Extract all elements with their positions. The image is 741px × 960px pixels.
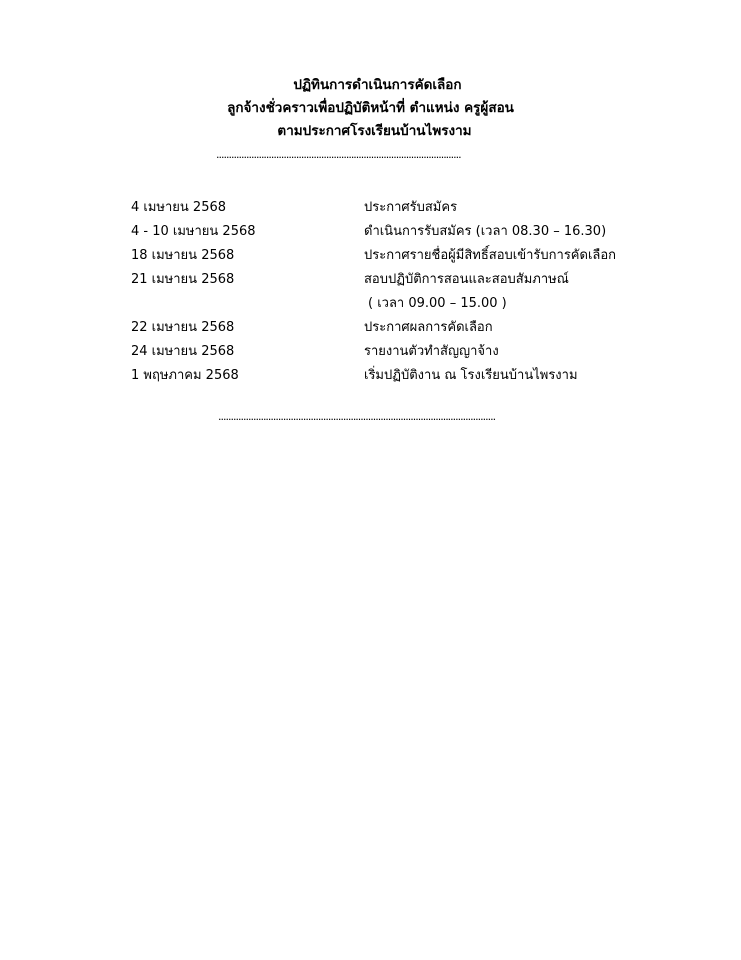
- schedule-date: 4 เมษายน 2568: [131, 200, 227, 215]
- schedule-description: ดำเนินการรับสมัคร (เวลา 08.30 – 16.30): [364, 224, 607, 239]
- schedule-description: ประกาศผลการคัดเลือก: [364, 320, 493, 335]
- separator-top: ..................................................................................................: [216, 148, 461, 161]
- title-line-1: ปฏิทินการดำเนินการคัดเลือก: [293, 77, 462, 93]
- schedule-date: 1 พฤษภาคม 2568: [131, 368, 239, 383]
- schedule-date: 22 เมษายน 2568: [131, 320, 235, 335]
- schedule-row: [0, 268, 741, 292]
- schedule-description: ประกาศรายชื่อผู้มีสิทธิ์สอบเข้ารับการคัดเลือก: [364, 248, 617, 263]
- title-line-3: ตามประกาศโรงเรียนบ้านไพรงาม: [277, 123, 472, 139]
- schedule-description: ประกาศรับสมัคร: [364, 200, 458, 215]
- schedule-row: [0, 292, 741, 316]
- schedule-description: ( เวลา 09.00 – 15.00 ): [368, 296, 507, 311]
- schedule-date: 21 เมษายน 2568: [131, 272, 235, 287]
- schedule-date: 24 เมษายน 2568: [131, 344, 235, 359]
- schedule-row: [0, 220, 741, 244]
- schedule-row: [0, 340, 741, 364]
- schedule-date: 18 เมษายน 2568: [131, 248, 235, 263]
- separator-bottom: ...............................................................................................................: [218, 410, 496, 423]
- schedule-row: [0, 364, 741, 388]
- document-header: [0, 74, 741, 143]
- schedule-row: [0, 244, 741, 268]
- schedule-list: [0, 196, 741, 388]
- schedule-row: [0, 196, 741, 220]
- title-line-2: ลูกจ้างชั่วคราวเพื่อปฏิบัติหน้าที่ ตำแหน่ง ครูผู้สอน: [227, 100, 514, 116]
- schedule-date: 4 - 10 เมษายน 2568: [131, 224, 256, 239]
- schedule-description: รายงานตัวทำสัญญาจ้าง: [364, 344, 499, 359]
- schedule-description: สอบปฏิบัติการสอนและสอบสัมภาษณ์: [364, 272, 569, 287]
- schedule-description: เริ่มปฏิบัติงาน ณ โรงเรียนบ้านไพรงาม: [364, 368, 578, 383]
- schedule-row: [0, 316, 741, 340]
